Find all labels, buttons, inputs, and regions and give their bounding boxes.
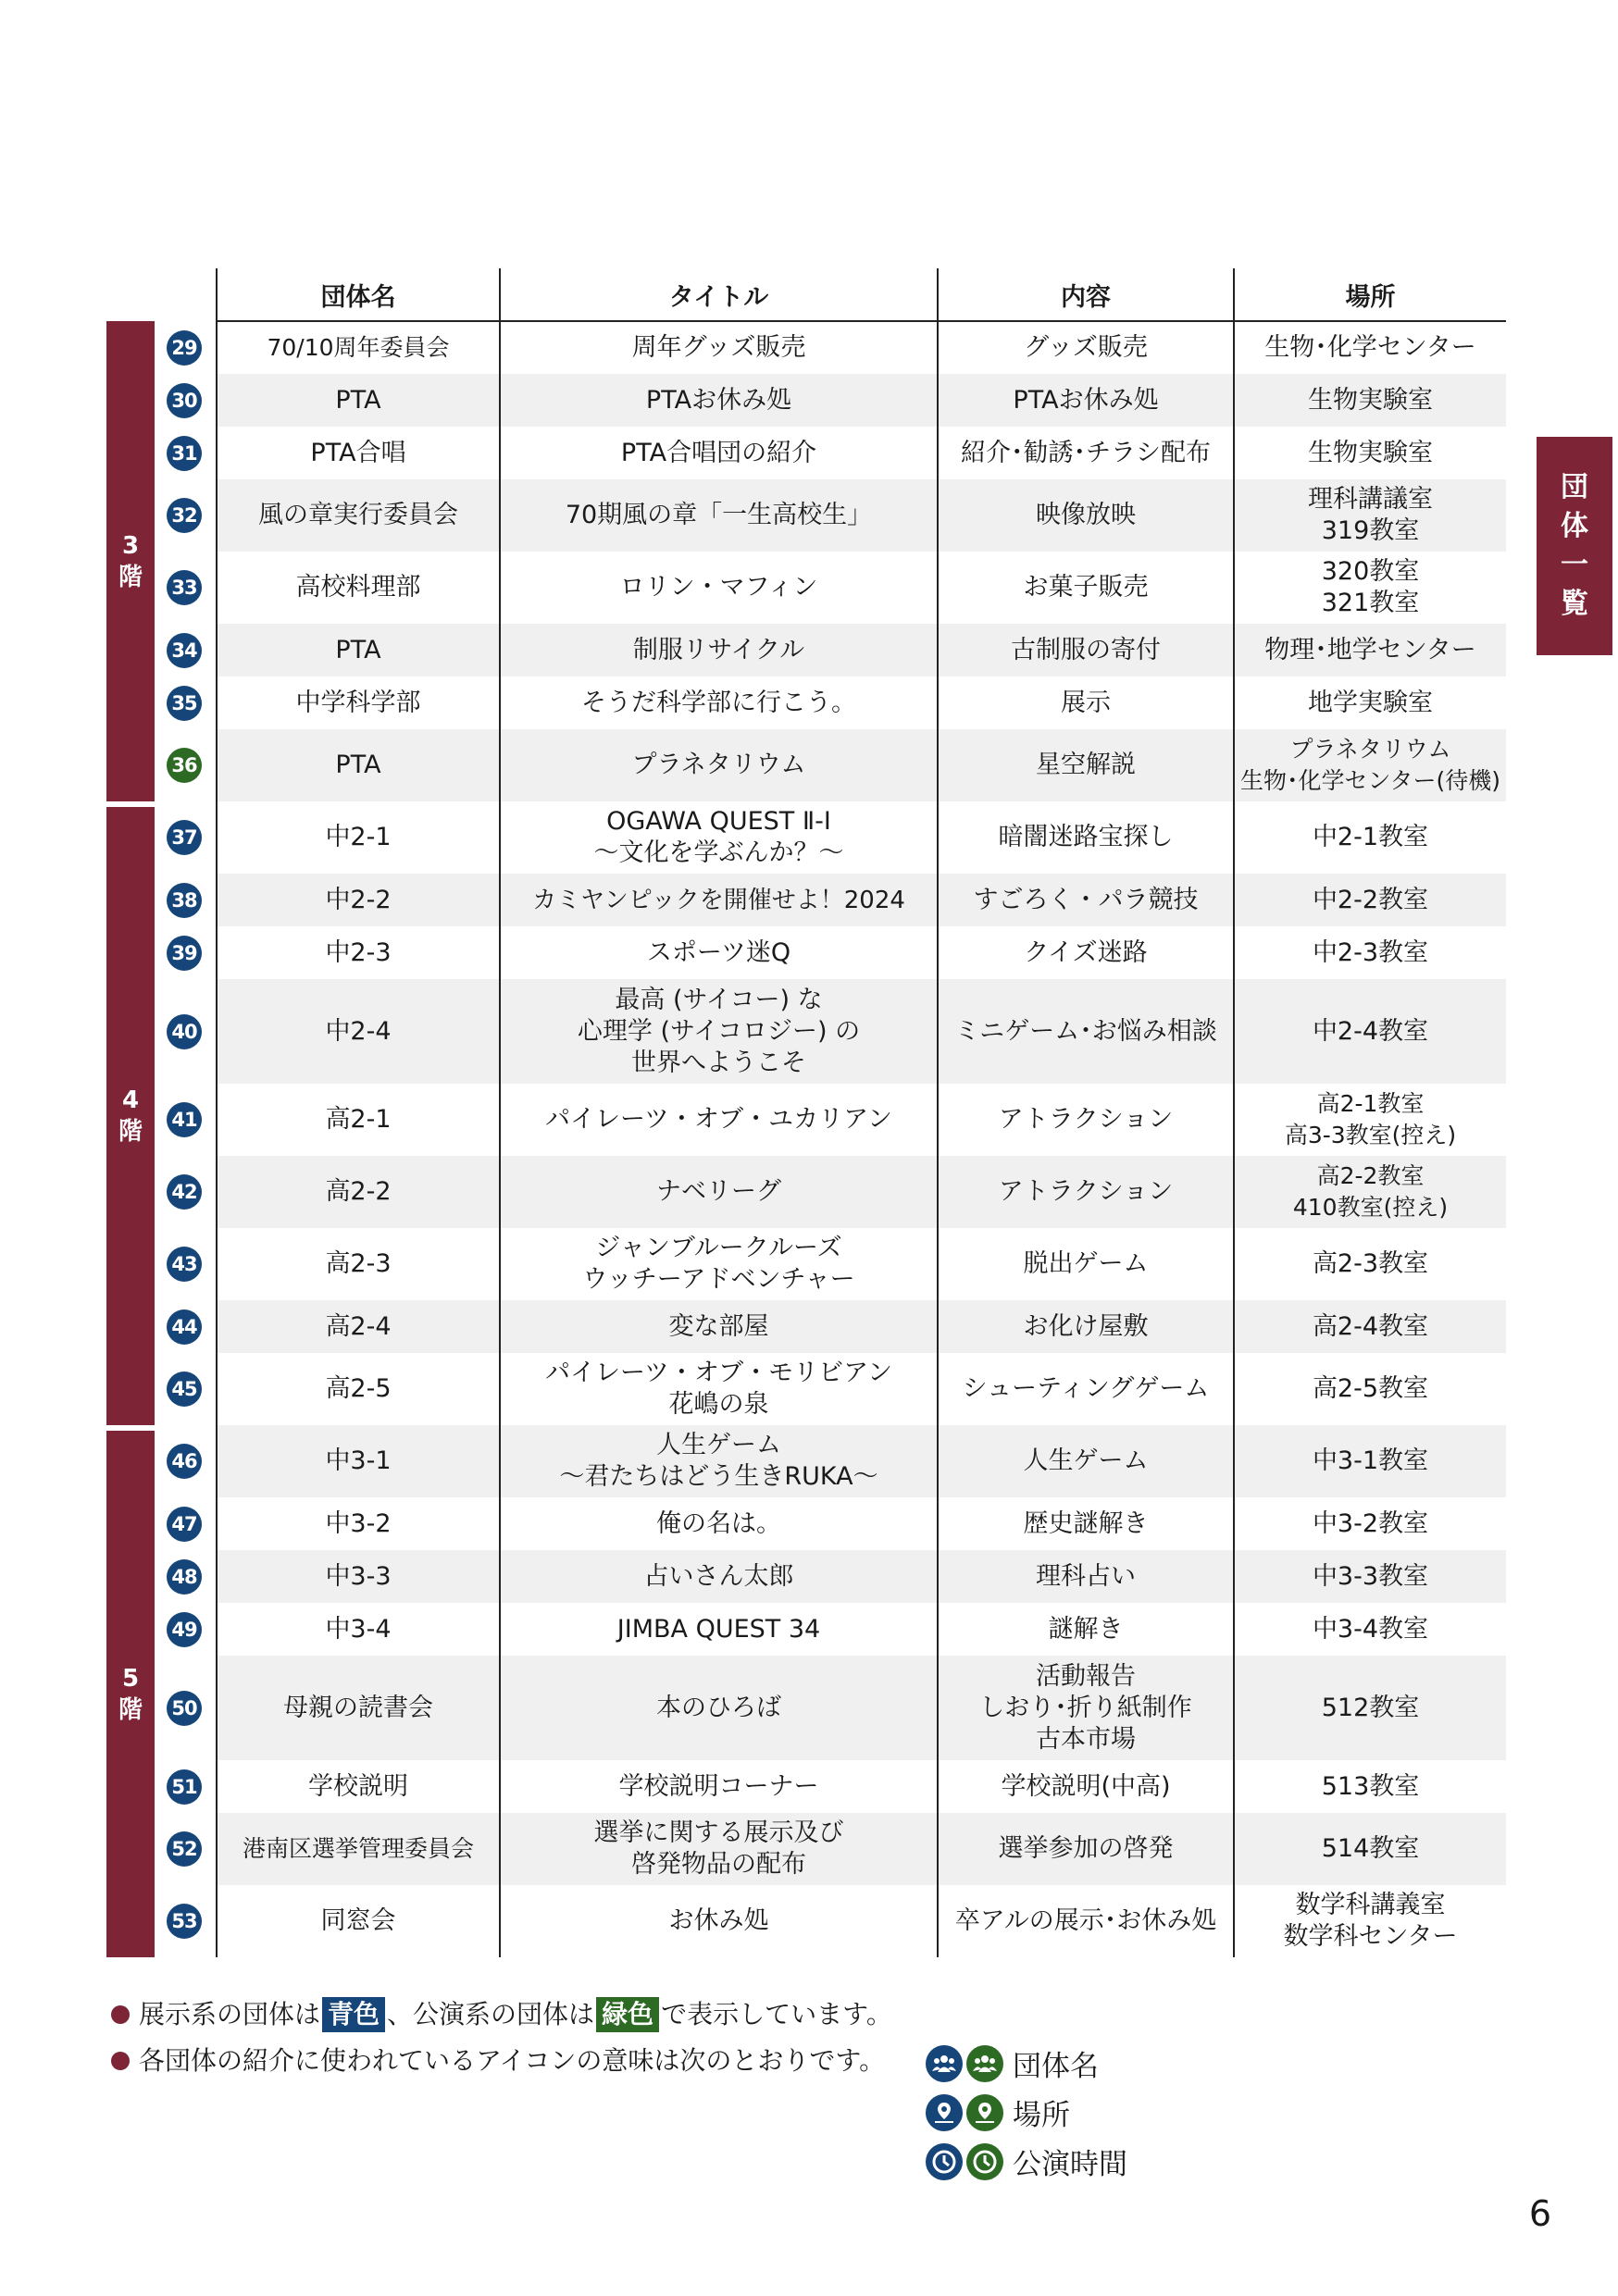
place-cell: 高2-5教室 bbox=[1234, 1353, 1506, 1425]
number-cell bbox=[153, 926, 217, 979]
title-cell: 学校説明コーナー bbox=[500, 1760, 938, 1813]
section-tab-char: 覧 bbox=[1561, 588, 1588, 620]
place-cell: 中2-4教室 bbox=[1234, 979, 1506, 1084]
content-cell: アトラクション bbox=[938, 1084, 1234, 1156]
number-cell bbox=[153, 1603, 217, 1656]
title-cell: パイレーツ・オブ・ユカリアン bbox=[500, 1084, 938, 1156]
group-name-cell: 中2-2 bbox=[217, 874, 500, 926]
legend-row-location bbox=[926, 2088, 1127, 2137]
number-cell bbox=[153, 1084, 217, 1156]
section-tab-char: 一 bbox=[1561, 549, 1588, 581]
group-name-cell: 中3-2 bbox=[217, 1497, 500, 1550]
content-cell: 活動報告 しおり･折り紙制作 古本市場 bbox=[938, 1656, 1234, 1760]
number-cell bbox=[153, 479, 217, 552]
number-badge: 51 bbox=[167, 1769, 202, 1805]
bullet-icon bbox=[111, 2005, 130, 2024]
floor-bar bbox=[106, 321, 155, 801]
place-cell: 高2-3教室 bbox=[1234, 1228, 1506, 1300]
number-badge: 52 bbox=[167, 1831, 202, 1867]
floor-bar bbox=[106, 1431, 155, 1957]
title-cell: お休み処 bbox=[500, 1885, 938, 1957]
group-name-cell: 風の章実行委員会 bbox=[217, 479, 500, 552]
floor-number: 5 bbox=[121, 1664, 140, 1693]
group-name-cell: 同窓会 bbox=[217, 1885, 500, 1957]
title-cell: JIMBA QUEST 34 bbox=[500, 1603, 938, 1656]
table-row bbox=[153, 926, 1506, 979]
content-cell: お化け屋敷 bbox=[938, 1300, 1234, 1353]
group-name-cell: 70/10周年委員会 bbox=[217, 321, 500, 374]
content-cell: 選挙参加の啓発 bbox=[938, 1813, 1234, 1885]
number-badge: 41 bbox=[167, 1102, 202, 1137]
content-cell: シューティングゲーム bbox=[938, 1353, 1234, 1425]
group-name-cell: 高2-2 bbox=[217, 1156, 500, 1228]
number-cell bbox=[153, 1550, 217, 1603]
content-cell: すごろく・パラ競技 bbox=[938, 874, 1234, 926]
content-cell: 暗闇迷路宝探し bbox=[938, 801, 1234, 874]
group-name-cell: 中2-4 bbox=[217, 979, 500, 1084]
number-badge: 34 bbox=[167, 633, 202, 668]
place-cell: 512教室 bbox=[1234, 1656, 1506, 1760]
table-row bbox=[153, 801, 1506, 874]
group-name-cell: 高校料理部 bbox=[217, 552, 500, 624]
table-row bbox=[153, 1550, 1506, 1603]
table-row bbox=[153, 979, 1506, 1084]
number-cell bbox=[153, 1885, 217, 1957]
table-header-row bbox=[153, 268, 1506, 321]
number-badge: 31 bbox=[167, 436, 202, 471]
group-name-cell: 中3-4 bbox=[217, 1603, 500, 1656]
title-cell: 周年グッズ販売 bbox=[500, 321, 938, 374]
note-text: 各団体の紹介に使われているアイコンの意味は次のとおりです。 bbox=[139, 2045, 886, 2076]
table-row bbox=[153, 729, 1506, 801]
floor-bar bbox=[106, 807, 155, 1425]
content-cell: 脱出ゲーム bbox=[938, 1228, 1234, 1300]
content-cell: アトラクション bbox=[938, 1156, 1234, 1228]
group-name-cell: 中2-1 bbox=[217, 801, 500, 874]
table-row bbox=[153, 1497, 1506, 1550]
section-tab-char: 体 bbox=[1561, 510, 1588, 542]
content-cell: 古制服の寄付 bbox=[938, 624, 1234, 676]
content-cell: クイズ迷路 bbox=[938, 926, 1234, 979]
content-cell: 紹介･勧誘･チラシ配布 bbox=[938, 427, 1234, 479]
number-cell bbox=[153, 1156, 217, 1228]
number-cell bbox=[153, 624, 217, 676]
number-cell bbox=[153, 1300, 217, 1353]
number-badge: 53 bbox=[167, 1904, 202, 1939]
group-name-cell: 高2-1 bbox=[217, 1084, 500, 1156]
content-cell: 謎解き bbox=[938, 1603, 1234, 1656]
floor-kanji: 階 bbox=[118, 1695, 143, 1724]
legend-label: 団体名 bbox=[1013, 2050, 1099, 2083]
header-title: タイトル bbox=[500, 268, 938, 321]
number-cell bbox=[153, 552, 217, 624]
place-cell: 生物･化学センター bbox=[1234, 321, 1506, 374]
title-cell: 本のひろば bbox=[500, 1656, 938, 1760]
number-badge: 44 bbox=[167, 1309, 202, 1345]
group-name-cell: 中3-1 bbox=[217, 1425, 500, 1497]
content-cell: PTAお休み処 bbox=[938, 374, 1234, 427]
place-cell: 高2-4教室 bbox=[1234, 1300, 1506, 1353]
number-badge: 35 bbox=[167, 686, 202, 721]
floor-label bbox=[106, 1085, 155, 1148]
title-cell: そうだ科学部に行こう。 bbox=[500, 676, 938, 729]
legend-row-group bbox=[926, 2039, 1127, 2088]
place-cell: 320教室 321教室 bbox=[1234, 552, 1506, 624]
table-row bbox=[153, 1353, 1506, 1425]
number-badge: 30 bbox=[167, 383, 202, 418]
number-badge: 50 bbox=[167, 1691, 202, 1726]
table-row bbox=[153, 1760, 1506, 1813]
header-group-name: 団体名 bbox=[217, 268, 500, 321]
floor-number: 3 bbox=[121, 531, 140, 560]
number-badge: 29 bbox=[167, 330, 202, 366]
group-name-cell: PTA合唱 bbox=[217, 427, 500, 479]
table-row bbox=[153, 1885, 1506, 1957]
exhibit-color-chip: 青色 bbox=[322, 1997, 385, 2032]
number-cell bbox=[153, 1425, 217, 1497]
group-table bbox=[153, 268, 1506, 1957]
group-name-cell: 港南区選挙管理委員会 bbox=[217, 1813, 500, 1885]
title-cell: ロリン・マフィン bbox=[500, 552, 938, 624]
number-badge: 32 bbox=[167, 498, 202, 533]
place-cell: 514教室 bbox=[1234, 1813, 1506, 1885]
title-cell: カミヤンピックを開催せよ！2024 bbox=[500, 874, 938, 926]
floor-kanji: 階 bbox=[118, 1118, 143, 1146]
location-pin-icon bbox=[966, 2094, 1003, 2131]
title-cell: 70期風の章「一生高校生」 bbox=[500, 479, 938, 552]
table-row bbox=[153, 1228, 1506, 1300]
number-cell bbox=[153, 427, 217, 479]
note-icon-legend bbox=[111, 2038, 1500, 2084]
content-cell: 学校説明(中高) bbox=[938, 1760, 1234, 1813]
title-cell: 占いさん太郎 bbox=[500, 1550, 938, 1603]
group-name-cell: 中2-3 bbox=[217, 926, 500, 979]
place-cell: 数学科講義室 数学科センター bbox=[1234, 1885, 1506, 1957]
number-badge: 45 bbox=[167, 1371, 202, 1407]
title-cell: 最高 (サイコー) な 心理学 (サイコロジー) の 世界へようこそ bbox=[500, 979, 938, 1084]
number-cell bbox=[153, 1760, 217, 1813]
place-cell: 中3-4教室 bbox=[1234, 1603, 1506, 1656]
title-cell: 選挙に関する展示及び 啓発物品の配布 bbox=[500, 1813, 938, 1885]
legend-row-time bbox=[926, 2137, 1127, 2186]
content-cell: 卒アルの展示･お休み処 bbox=[938, 1885, 1234, 1957]
table-row bbox=[153, 1813, 1506, 1885]
content-cell: お菓子販売 bbox=[938, 552, 1234, 624]
performance-color-chip: 緑色 bbox=[596, 1997, 659, 2032]
clock-icon bbox=[966, 2143, 1003, 2180]
table-row bbox=[153, 874, 1506, 926]
table-row bbox=[153, 427, 1506, 479]
place-cell: 地学実験室 bbox=[1234, 676, 1506, 729]
title-cell: プラネタリウム bbox=[500, 729, 938, 801]
title-cell: OGAWA QUEST Ⅱ-Ⅰ ～文化を学ぶんか？～ bbox=[500, 801, 938, 874]
table-row bbox=[153, 1656, 1506, 1760]
bullet-icon bbox=[111, 2052, 130, 2070]
floor-label bbox=[106, 1663, 155, 1726]
content-cell: 星空解説 bbox=[938, 729, 1234, 801]
number-badge: 46 bbox=[167, 1444, 202, 1479]
title-cell: パイレーツ・オブ・モリビアン 花嶋の泉 bbox=[500, 1353, 938, 1425]
icon-legend bbox=[926, 2039, 1127, 2186]
title-cell: 制服リサイクル bbox=[500, 624, 938, 676]
place-cell: プラネタリウム 生物･化学センター(待機) bbox=[1234, 729, 1506, 801]
table-row bbox=[153, 552, 1506, 624]
floor-number: 4 bbox=[121, 1086, 140, 1114]
table-row bbox=[153, 479, 1506, 552]
number-cell bbox=[153, 874, 217, 926]
place-cell: 513教室 bbox=[1234, 1760, 1506, 1813]
number-badge: 39 bbox=[167, 936, 202, 971]
table-row bbox=[153, 374, 1506, 427]
place-cell: 中3-3教室 bbox=[1234, 1550, 1506, 1603]
content-cell: ミニゲーム･お悩み相談 bbox=[938, 979, 1234, 1084]
title-cell: PTA合唱団の紹介 bbox=[500, 427, 938, 479]
number-badge: 36 bbox=[167, 748, 202, 783]
place-cell: 高2-2教室 410教室(控え) bbox=[1234, 1156, 1506, 1228]
clock-icon bbox=[926, 2143, 963, 2180]
group-icon bbox=[926, 2045, 963, 2082]
legend-label: 公演時間 bbox=[1013, 2148, 1127, 2181]
place-cell: 理科講議室 319教室 bbox=[1234, 479, 1506, 552]
place-cell: 中3-2教室 bbox=[1234, 1497, 1506, 1550]
note-text: で表示しています。 bbox=[661, 1999, 892, 2029]
content-cell: グッズ販売 bbox=[938, 321, 1234, 374]
table-row bbox=[153, 624, 1506, 676]
title-cell: 変な部屋 bbox=[500, 1300, 938, 1353]
table-row bbox=[153, 1425, 1506, 1497]
note-text: 、公演系の団体は bbox=[387, 1999, 595, 2029]
floor-kanji: 階 bbox=[118, 563, 143, 591]
place-cell: 中2-1教室 bbox=[1234, 801, 1506, 874]
number-badge: 37 bbox=[167, 820, 202, 855]
number-cell bbox=[153, 1353, 217, 1425]
number-badge: 43 bbox=[167, 1247, 202, 1282]
notes bbox=[111, 1992, 1500, 2084]
table-row bbox=[153, 1084, 1506, 1156]
note-color-legend bbox=[111, 1992, 1500, 2038]
number-badge: 40 bbox=[167, 1014, 202, 1049]
title-cell: スポーツ迷Q bbox=[500, 926, 938, 979]
group-name-cell: 中学科学部 bbox=[217, 676, 500, 729]
page-number: 6 bbox=[1528, 2193, 1551, 2234]
table-row bbox=[153, 1156, 1506, 1228]
group-name-cell: PTA bbox=[217, 729, 500, 801]
header-number bbox=[153, 268, 217, 321]
group-name-cell: PTA bbox=[217, 624, 500, 676]
place-cell: 物理･地学センター bbox=[1234, 624, 1506, 676]
header-place: 場所 bbox=[1234, 268, 1506, 321]
group-name-cell: 高2-5 bbox=[217, 1353, 500, 1425]
number-cell bbox=[153, 1656, 217, 1760]
content-cell: 理科占い bbox=[938, 1550, 1234, 1603]
number-cell bbox=[153, 979, 217, 1084]
place-cell: 生物実験室 bbox=[1234, 374, 1506, 427]
title-cell: ジャンブルークルーズ ウッチーアドベンチャー bbox=[500, 1228, 938, 1300]
title-cell: 俺の名は。 bbox=[500, 1497, 938, 1550]
group-name-cell: 高2-3 bbox=[217, 1228, 500, 1300]
group-name-cell: PTA bbox=[217, 374, 500, 427]
content-cell: 人生ゲーム bbox=[938, 1425, 1234, 1497]
table-row bbox=[153, 1300, 1506, 1353]
number-cell bbox=[153, 1497, 217, 1550]
number-cell bbox=[153, 374, 217, 427]
place-cell: 中2-3教室 bbox=[1234, 926, 1506, 979]
section-tab-char: 団 bbox=[1561, 471, 1588, 503]
content-cell: 展示 bbox=[938, 676, 1234, 729]
place-cell: 中2-2教室 bbox=[1234, 874, 1506, 926]
number-cell bbox=[153, 729, 217, 801]
title-cell: PTAお休み処 bbox=[500, 374, 938, 427]
number-cell bbox=[153, 321, 217, 374]
table-row bbox=[153, 676, 1506, 729]
table-body bbox=[153, 321, 1506, 1957]
content-cell: 歴史謎解き bbox=[938, 1497, 1234, 1550]
group-name-cell: 母親の読書会 bbox=[217, 1656, 500, 1760]
number-cell bbox=[153, 676, 217, 729]
place-cell: 中3-1教室 bbox=[1234, 1425, 1506, 1497]
group-icon bbox=[966, 2045, 1003, 2082]
note-text: 展示系の団体は bbox=[139, 1999, 321, 2029]
table-row bbox=[153, 321, 1506, 374]
legend-label: 場所 bbox=[1013, 2099, 1070, 2132]
title-cell: ナベリーグ bbox=[500, 1156, 938, 1228]
header-content: 内容 bbox=[938, 268, 1234, 321]
number-badge: 33 bbox=[167, 570, 202, 605]
group-name-cell: 中3-3 bbox=[217, 1550, 500, 1603]
number-cell bbox=[153, 801, 217, 874]
title-cell: 人生ゲーム ～君たちはどう生きRUKA～ bbox=[500, 1425, 938, 1497]
place-cell: 生物実験室 bbox=[1234, 427, 1506, 479]
content-cell: 映像放映 bbox=[938, 479, 1234, 552]
number-badge: 48 bbox=[167, 1559, 202, 1595]
number-badge: 38 bbox=[167, 883, 202, 918]
section-tab bbox=[1537, 437, 1612, 655]
group-name-cell: 学校説明 bbox=[217, 1760, 500, 1813]
floor-label bbox=[106, 530, 155, 593]
number-badge: 49 bbox=[167, 1612, 202, 1647]
group-name-cell: 高2-4 bbox=[217, 1300, 500, 1353]
table-row bbox=[153, 1603, 1506, 1656]
number-badge: 42 bbox=[167, 1174, 202, 1210]
number-badge: 47 bbox=[167, 1507, 202, 1542]
location-pin-icon bbox=[926, 2094, 963, 2131]
number-cell bbox=[153, 1813, 217, 1885]
place-cell: 高2-1教室 高3-3教室(控え) bbox=[1234, 1084, 1506, 1156]
number-cell bbox=[153, 1228, 217, 1300]
